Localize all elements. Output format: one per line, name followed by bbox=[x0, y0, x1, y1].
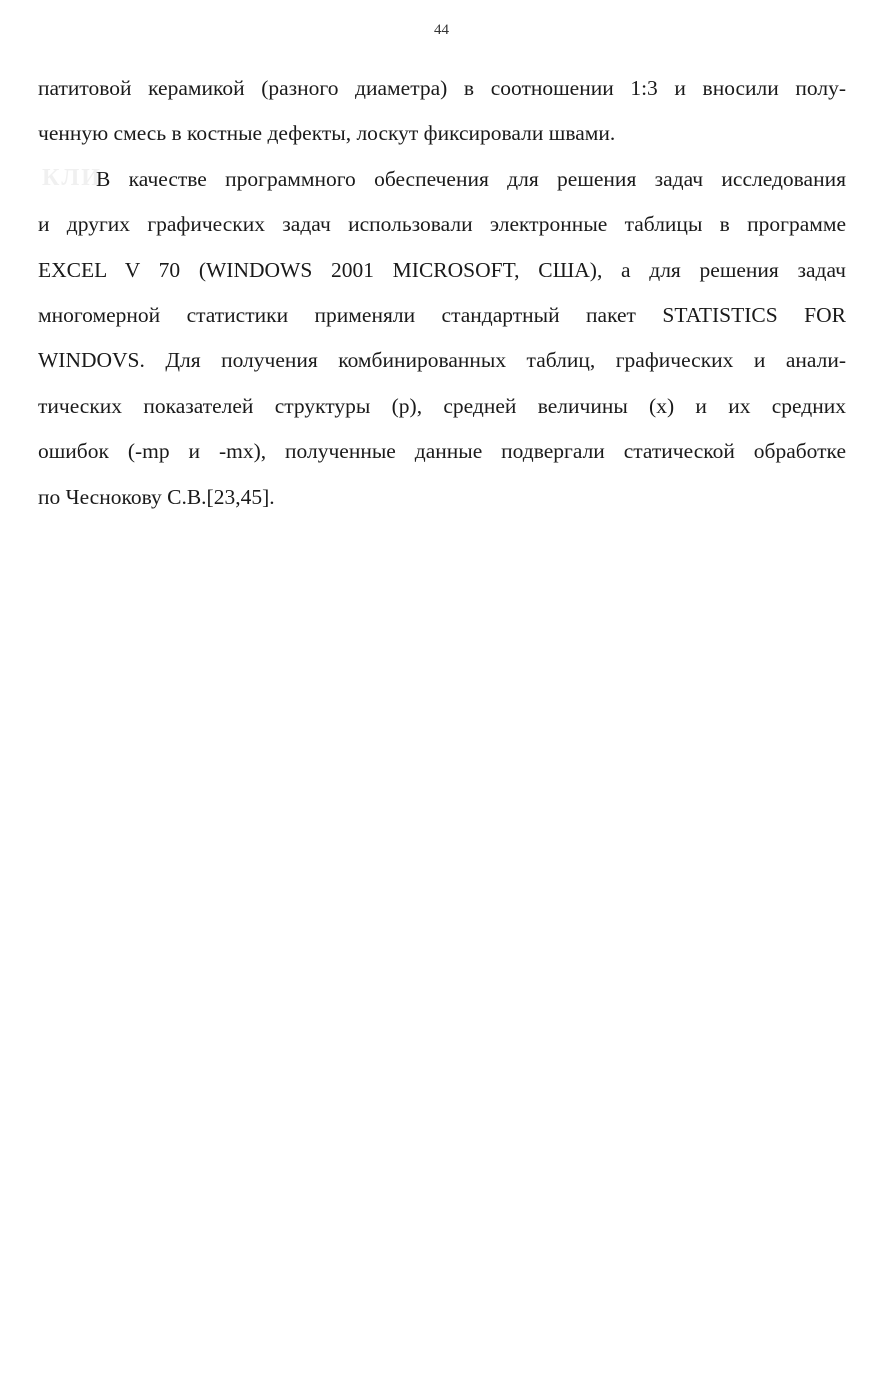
text-line-2: ченную смесь в костные дефекты, лоскут фиксировали швами. bbox=[38, 121, 616, 145]
text-line-4: и других графических задач использовали электронные таблицы в программе bbox=[38, 212, 846, 236]
text-line-3: В качестве программного обеспечения для решения задач исследования bbox=[96, 167, 846, 191]
text-line-7: WINDOVS. Для получения комбинированных таблиц, графических и анали- bbox=[38, 348, 846, 372]
text-line-10: по Чеснокову С.В.[23,45]. bbox=[38, 485, 275, 509]
page-number: 44 bbox=[434, 22, 449, 38]
text-line-6: многомерной статистики применяли стандартный пакет STATISTICS FOR bbox=[38, 303, 846, 327]
text-line-8: тических показателей структуры (р), средней величины (х) и их средних bbox=[38, 394, 846, 418]
text-line-5: EXCEL V 70 (WINDOWS 2001 MICROSOFT, США), а для решения задач bbox=[38, 258, 846, 282]
show-through-text: КЛИ bbox=[42, 165, 102, 191]
text-line-9: ошибок (-mp и -mx), полученные данные подвергали статической обработке bbox=[38, 439, 846, 463]
text-line-1: патитовой керамикой (разного диаметра) в соотношении 1:3 и вносили полу- bbox=[38, 76, 846, 100]
